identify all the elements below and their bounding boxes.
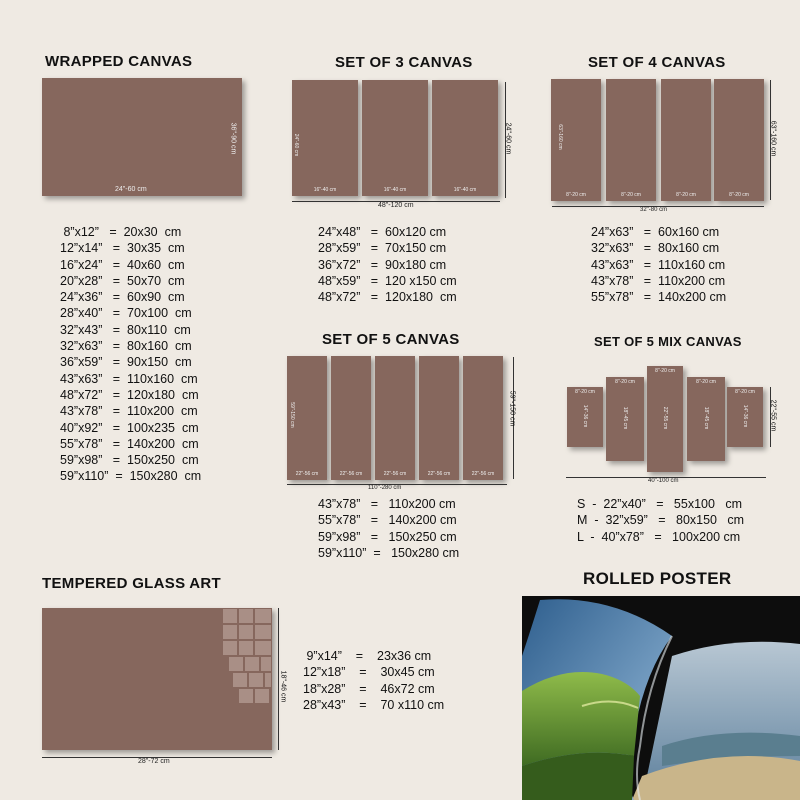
wrapped-height-label: 36"-90 cm	[229, 122, 237, 155]
wrapped-canvas-panel	[42, 78, 242, 196]
set4-panel	[606, 79, 656, 201]
mix5-panel	[687, 377, 725, 461]
panel-width-label: 8"-20 cm	[735, 389, 755, 395]
glass-panel	[42, 608, 272, 750]
set5-height-label: 59"-150 cm	[508, 390, 516, 427]
wrapped-canvas-title: WRAPPED CANVAS	[45, 53, 193, 70]
set3-title: SET OF 3 CANVAS	[335, 54, 473, 71]
size-row: 20”x28” = 50x70 cm	[60, 273, 185, 288]
set5-panel	[463, 356, 503, 480]
size-row: 36”x59” = 90x150 cm	[60, 355, 192, 370]
size-row: 28”x43” = 70 x110 cm	[303, 697, 445, 712]
set4-panel	[661, 79, 711, 201]
wrapped-width-label: 24"-60 cm	[115, 186, 147, 193]
size-row: 28”x40” = 70x100 cm	[60, 306, 192, 321]
mix5-panel	[567, 387, 603, 447]
size-row: 24”x36” = 60x90 cm	[60, 290, 185, 305]
size-row: 40”x92” = 100x235 cm	[60, 420, 199, 435]
mix5-panel	[727, 387, 763, 447]
glass-width-label: 28"-72 cm	[138, 758, 170, 765]
set4-height-label: 63"-160 cm	[769, 120, 777, 157]
set4-panel	[714, 79, 764, 201]
set4-size-list	[591, 224, 726, 305]
size-row: 43”x78” = 110x200 cm	[591, 273, 726, 288]
panel-width-label: 8"-20 cm	[575, 389, 595, 395]
size-row: 32”x63” = 80x160 cm	[591, 241, 720, 256]
size-row: 43”x78” = 110x200 cm	[318, 497, 456, 511]
mix5-width-label: 40"-100 cm	[648, 478, 679, 484]
panel-width-label: 16"-40 cm	[453, 187, 477, 193]
glass-title: TEMPERED GLASS ART	[42, 575, 222, 592]
size-row: 9”x14” = 23x36 cm	[303, 649, 432, 663]
size-row: 18”x28” = 46x72 cm	[303, 681, 435, 696]
panel-width-label: 8"-20 cm	[696, 379, 716, 385]
poster-title: ROLLED POSTER	[583, 569, 732, 588]
size-row: 55”x78” = 140x200 cm	[591, 290, 727, 305]
size-row: 36”x72” = 90x180 cm	[318, 257, 447, 272]
size-row: 59”x98” = 150x250 cm	[318, 529, 457, 544]
panel-height-label: 18"-45 cm	[622, 406, 628, 430]
size-row: S - 22”x40” = 55x100 cm	[577, 497, 743, 511]
poster-photo	[522, 596, 800, 800]
size-row: 59”x110” = 150x280 cm	[60, 469, 202, 484]
size-row: 32”x63” = 80x160 cm	[60, 339, 192, 354]
glass-size-list	[303, 648, 444, 713]
panel-width-label: 8"-20 cm	[729, 192, 749, 198]
glass-height-label: 18"-46 cm	[279, 670, 287, 703]
set5-panel	[331, 356, 371, 480]
set5-size-list	[318, 496, 459, 561]
set5-inner-height-label: 59"-150 cm	[289, 402, 295, 428]
set3-panel	[362, 80, 428, 196]
panel-width-label: 22"-56 cm	[295, 471, 319, 477]
set3-height-label: 24"-60 cm	[504, 122, 512, 155]
size-row: 43”x63” = 110x160 cm	[591, 257, 726, 272]
set5-title: SET OF 5 CANVAS	[322, 331, 460, 348]
size-row: 48”x72” = 120x180 cm	[60, 387, 199, 402]
set4-width-label: 32"-80 cm	[640, 207, 668, 213]
mix5-panel	[647, 366, 683, 472]
panel-width-label: 22"-56 cm	[427, 471, 451, 477]
size-row: 55”x78” = 140x200 cm	[60, 436, 199, 451]
panel-width-label: 22"-56 cm	[339, 471, 363, 477]
panel-width-label: 16"-40 cm	[383, 187, 407, 193]
size-row: 43”x63” = 110x160 cm	[60, 371, 198, 386]
size-row: 32”x43” = 80x110 cm	[60, 322, 191, 337]
size-row: 59”x110” = 150x280 cm	[318, 545, 460, 560]
set4-title: SET OF 4 CANVAS	[588, 54, 726, 71]
panel-width-label: 8"-20 cm	[676, 192, 696, 198]
size-row: 48”x72” = 120x180 cm	[318, 290, 457, 305]
panel-width-label: 22"-56 cm	[383, 471, 407, 477]
set5-panel	[375, 356, 415, 480]
set3-width-label: 48"-120 cm	[378, 202, 414, 209]
mix5-panel	[606, 377, 644, 461]
size-row: M - 32”x59” = 80x150 cm	[577, 513, 745, 528]
size-row: 59”x98” = 150x250 cm	[60, 453, 199, 468]
panel-height-label: 14"-36 cm	[582, 404, 588, 428]
glass-reflection-grid-icon	[42, 608, 272, 750]
size-row: L - 40”x78” = 100x200 cm	[577, 529, 741, 544]
size-row: 43”x78” = 110x200 cm	[60, 404, 198, 419]
mix5-height-label: 22"-55 cm	[769, 399, 777, 432]
rolled-poster-image-icon	[522, 596, 800, 800]
set3-size-list	[318, 224, 457, 305]
mix5-size-list	[577, 496, 744, 545]
panel-height-label: 14"-36 cm	[742, 404, 748, 428]
panel-width-label: 8"-20 cm	[615, 379, 635, 385]
size-row: 48”x59” = 120 x150 cm	[318, 273, 457, 288]
set4-inner-height-label: 63"-160 cm	[557, 124, 563, 150]
size-row: 8”x12” = 20x30 cm	[60, 225, 182, 239]
size-row: 16”x24” = 40x60 cm	[60, 257, 185, 272]
size-row: 55”x78” = 140x200 cm	[318, 513, 457, 528]
size-row: 12”x14” = 30x35 cm	[60, 241, 185, 256]
panel-width-label: 8"-20 cm	[621, 192, 641, 198]
size-row: 24”x63” = 60x160 cm	[591, 225, 720, 239]
set5-panel	[419, 356, 459, 480]
panel-width-label: 8"-20 cm	[566, 192, 586, 198]
wrapped-size-list	[60, 224, 201, 485]
panel-height-label: 18"-45 cm	[703, 406, 709, 430]
panel-height-label: 22"-55 cm	[662, 406, 668, 430]
size-row: 28”x59” = 70x150 cm	[318, 241, 447, 256]
panel-width-label: 16"-40 cm	[313, 187, 337, 193]
mix5-title: SET OF 5 MIX CANVAS	[594, 334, 742, 349]
panel-width-label: 8"-20 cm	[655, 368, 675, 374]
size-row: 12”x18” = 30x45 cm	[303, 665, 435, 680]
set3-panel	[292, 80, 358, 196]
panel-width-label: 22"-56 cm	[471, 471, 495, 477]
set3-inner-height-label: 24"-60 cm	[293, 133, 299, 157]
size-row: 24”x48” = 60x120 cm	[318, 225, 447, 239]
set5-width-label: 110"-280 cm	[368, 485, 402, 491]
set3-panel	[432, 80, 498, 196]
